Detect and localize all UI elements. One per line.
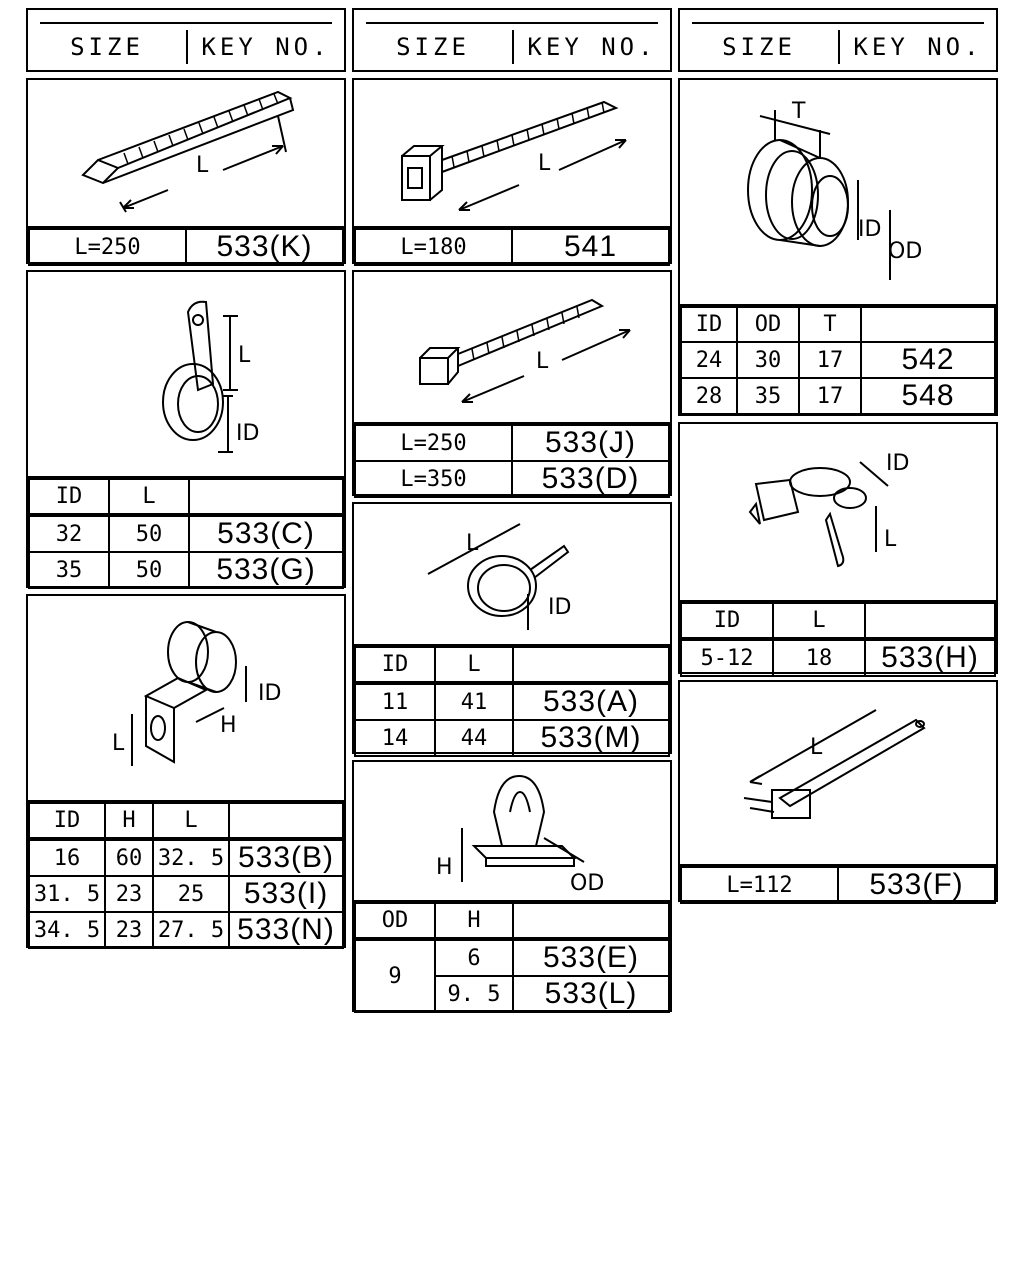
table-cell: 32. 5	[153, 839, 229, 876]
dim-label-l: L	[810, 735, 823, 760]
table-cell: 17	[799, 378, 861, 414]
size-cell: L=350	[355, 461, 512, 497]
cable-tie-illustration	[28, 80, 344, 228]
key-no-cell: 533(I)	[229, 876, 343, 912]
table-cell: 16	[29, 839, 105, 876]
part-band-533a	[352, 502, 672, 754]
col-header-id: ID	[29, 803, 105, 839]
part-tie-533f	[678, 680, 998, 902]
dim-label-id: ID	[886, 451, 910, 476]
key-no-cell: 542	[861, 342, 995, 378]
table-cell: 23	[105, 912, 153, 948]
table-cell: 41	[435, 683, 513, 720]
table-cell: 5-12	[681, 639, 773, 676]
table-cell: 60	[105, 839, 153, 876]
table-cell: 50	[109, 515, 189, 552]
key-no-cell: 533(F)	[838, 867, 995, 903]
clip-illustration	[680, 424, 996, 602]
key-no-cell: 533(E)	[513, 939, 669, 976]
col-header-od: OD	[355, 903, 435, 939]
dim-label-l: L	[112, 731, 125, 756]
size-header: SIZE	[28, 30, 188, 64]
key-no-cell: 541	[512, 229, 669, 265]
part-clamp-533b	[26, 594, 346, 948]
size-cell: L=250	[355, 425, 512, 461]
dim-label-id: ID	[258, 681, 282, 706]
key-no-header: KEY NO.	[527, 33, 657, 61]
table-cell: 25	[153, 876, 229, 912]
size-header: SIZE	[354, 30, 514, 64]
dim-label-id: ID	[548, 595, 572, 620]
table-cell: 50	[109, 552, 189, 588]
table-cell: 27. 5	[153, 912, 229, 948]
key-no-cell: 533(H)	[865, 639, 995, 676]
header-col2	[352, 8, 672, 72]
table-cell: 14	[355, 720, 435, 756]
clamp-illustration	[28, 596, 344, 802]
size-header: SIZE	[680, 30, 840, 64]
band-clip-illustration	[354, 504, 670, 646]
cable-tie-illustration	[680, 682, 996, 866]
table-cell: 34. 5	[29, 912, 105, 948]
dim-label-l: L	[238, 343, 251, 368]
grommet-illustration	[680, 80, 996, 306]
key-no-cell: 533(M)	[513, 720, 669, 756]
key-no-cell: 533(A)	[513, 683, 669, 720]
size-cell: L=112	[681, 867, 838, 903]
dim-label-od: OD	[888, 239, 923, 264]
part-clip-533c	[26, 270, 346, 588]
part-tie-541	[352, 78, 672, 264]
table-cell: 9. 5	[435, 976, 513, 1012]
dim-label-id: ID	[236, 421, 260, 446]
col-header-t: T	[799, 307, 861, 342]
dim-label-l: L	[538, 151, 551, 176]
col-header-key	[189, 479, 343, 515]
table-cell: 6	[435, 939, 513, 976]
part-clip-533h	[678, 422, 998, 674]
table-cell: 44	[435, 720, 513, 756]
col-header-l: L	[109, 479, 189, 515]
key-no-cell: 533(C)	[189, 515, 343, 552]
key-no-header: KEY NO.	[201, 33, 331, 61]
col-header-h: H	[435, 903, 513, 939]
col-header-l: L	[435, 647, 513, 683]
table-cell: 9	[355, 939, 435, 1012]
col-header-key	[513, 903, 669, 939]
size-cell: L=250	[29, 229, 186, 265]
clip-illustration	[354, 762, 670, 902]
key-no-cell: 533(L)	[513, 976, 669, 1012]
key-no-cell: 533(D)	[512, 461, 669, 497]
table-cell: 28	[681, 378, 737, 414]
clip-illustration	[28, 272, 344, 478]
table-cell: 24	[681, 342, 737, 378]
key-no-cell: 533(J)	[512, 425, 669, 461]
col-header-id: ID	[681, 307, 737, 342]
dim-label-l: L	[466, 531, 479, 556]
table-cell: 17	[799, 342, 861, 378]
col-header-key	[865, 603, 995, 639]
header-col1	[26, 8, 346, 72]
col-header-od: OD	[737, 307, 799, 342]
dim-label-od: OD	[570, 871, 605, 896]
col-header-key	[229, 803, 343, 839]
part-grommet	[678, 78, 998, 416]
col-header-id: ID	[681, 603, 773, 639]
col-header-key	[861, 307, 995, 342]
table-cell: 35	[737, 378, 799, 414]
dim-label-t: T	[792, 99, 806, 124]
table-cell: 32	[29, 515, 109, 552]
table-cell: 23	[105, 876, 153, 912]
dim-label-id: ID	[858, 217, 882, 242]
col-header-l: L	[153, 803, 229, 839]
dim-label-l: L	[536, 349, 549, 374]
header-col3	[678, 8, 998, 72]
key-no-header: KEY NO.	[853, 33, 983, 61]
key-no-cell: 548	[861, 378, 995, 414]
table-cell: 18	[773, 639, 865, 676]
cable-tie-illustration	[354, 272, 670, 424]
col-header-key	[513, 647, 669, 683]
part-tie-533k	[26, 78, 346, 264]
col-header-l: L	[773, 603, 865, 639]
key-no-cell: 533(N)	[229, 912, 343, 948]
table-cell: 31. 5	[29, 876, 105, 912]
size-cell: L=180	[355, 229, 512, 265]
col-header-h: H	[105, 803, 153, 839]
cable-tie-illustration	[354, 80, 670, 228]
part-clip-533e	[352, 760, 672, 1012]
key-no-cell: 533(G)	[189, 552, 343, 588]
col-header-id: ID	[29, 479, 109, 515]
key-no-cell: 533(K)	[186, 229, 343, 265]
table-cell: 35	[29, 552, 109, 588]
table-cell: 30	[737, 342, 799, 378]
dim-label-l: L	[884, 527, 897, 552]
dim-label-h: H	[220, 713, 237, 738]
dim-label-l: L	[196, 153, 209, 178]
table-cell: 11	[355, 683, 435, 720]
key-no-cell: 533(B)	[229, 839, 343, 876]
part-tie-533j	[352, 270, 672, 496]
dim-label-h: H	[436, 855, 453, 880]
col-header-id: ID	[355, 647, 435, 683]
